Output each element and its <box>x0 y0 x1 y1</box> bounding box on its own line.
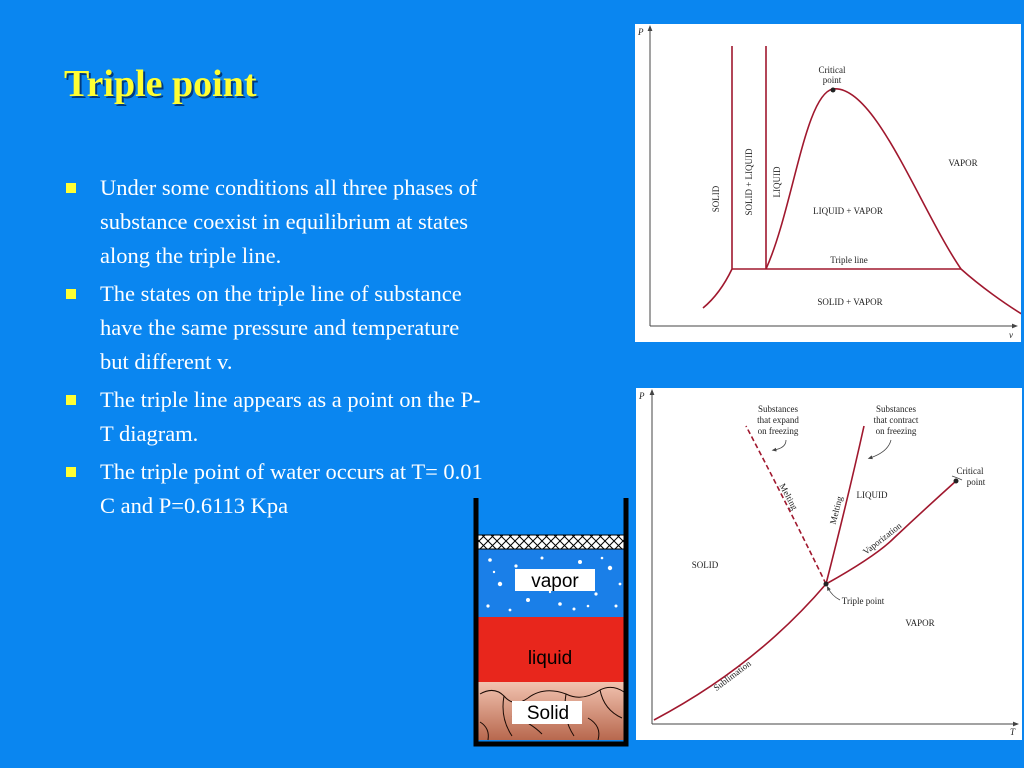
pv-diagram <box>635 24 1021 342</box>
pt-vaporization-label: Vaporization <box>860 520 904 557</box>
liquid-label: liquid <box>527 648 573 669</box>
pt-liquid-label: LIQUID <box>856 490 888 500</box>
pt-triple-label: Triple point <box>841 596 885 606</box>
pv-triple-line-label: Triple line <box>830 255 868 265</box>
pv-solid-liquid-label: SOLID + LIQUID <box>744 148 754 216</box>
piston <box>478 535 624 549</box>
pt-triple-point <box>824 582 829 587</box>
bullet-square-icon <box>66 289 76 299</box>
pv-liquid-vapor-label: LIQUID + VAPOR <box>813 206 883 216</box>
pv-v-axis-label: v <box>1009 330 1013 340</box>
bullet-item <box>62 455 492 523</box>
pt-sublimation-curve <box>654 584 826 720</box>
pv-solid-boundary <box>703 46 732 308</box>
pv-liquid-label: LIQUID <box>772 166 782 198</box>
pt-contract-pointer <box>870 440 891 458</box>
pv-vapor-label: VAPOR <box>948 158 978 168</box>
vapor-label: vapor <box>531 571 579 592</box>
pv-critical-point <box>831 88 836 93</box>
bullet-item <box>62 277 492 379</box>
bullet-item <box>62 171 492 273</box>
pv-solid-label: SOLID <box>711 185 721 213</box>
bullet-text: Under some conditions all three phases of substance coexist in equilibrium at states along the triple line. <box>100 175 478 268</box>
bullet-text: The triple point of water occurs at T= 0.01 C and P=0.6113 Kpa <box>100 459 483 518</box>
pt-critical-label: Critical point <box>956 466 986 487</box>
pv-saturation-dome <box>766 89 1021 316</box>
pt-melting-expand-label: Melting <box>777 481 800 512</box>
pt-triple-pointer <box>828 588 840 600</box>
pt-expand-pointer <box>774 440 786 450</box>
bullet-list <box>62 171 492 527</box>
pt-melting-curve-expand <box>746 426 826 584</box>
pt-sublimation-label: Sublimation <box>711 658 753 693</box>
pv-solid-vapor-label: SOLID + VAPOR <box>817 297 883 307</box>
bullet-square-icon <box>66 183 76 193</box>
pt-critical-point <box>954 479 959 484</box>
pt-p-axis-label: P <box>639 391 645 401</box>
solid-label: Solid <box>526 703 570 724</box>
pt-solid-label: SOLID <box>691 560 719 570</box>
bullet-text: The triple line appears as a point on the P-T diagram. <box>100 387 481 446</box>
pt-diagram <box>636 388 1022 740</box>
pt-vapor-label: VAPOR <box>905 618 935 628</box>
pv-p-axis-label: P <box>638 27 644 37</box>
pt-expand-label: Substances that expand on freezing <box>757 404 799 436</box>
bullet-square-icon <box>66 467 76 477</box>
piston-cylinder <box>470 496 632 748</box>
slide-title: Triple point <box>64 63 257 105</box>
bullet-square-icon <box>66 395 76 405</box>
bullet-item <box>62 383 492 451</box>
pt-contract-label: Substances that contract on freezing <box>873 404 919 436</box>
pv-critical-label: Critical point <box>818 65 846 85</box>
pt-t-axis-label: T <box>1010 727 1016 737</box>
bullet-text: The states on the triple line of substance have the same pressure and temperature but different v. <box>100 281 462 374</box>
pt-melting-contract-label: Melting <box>827 495 845 526</box>
